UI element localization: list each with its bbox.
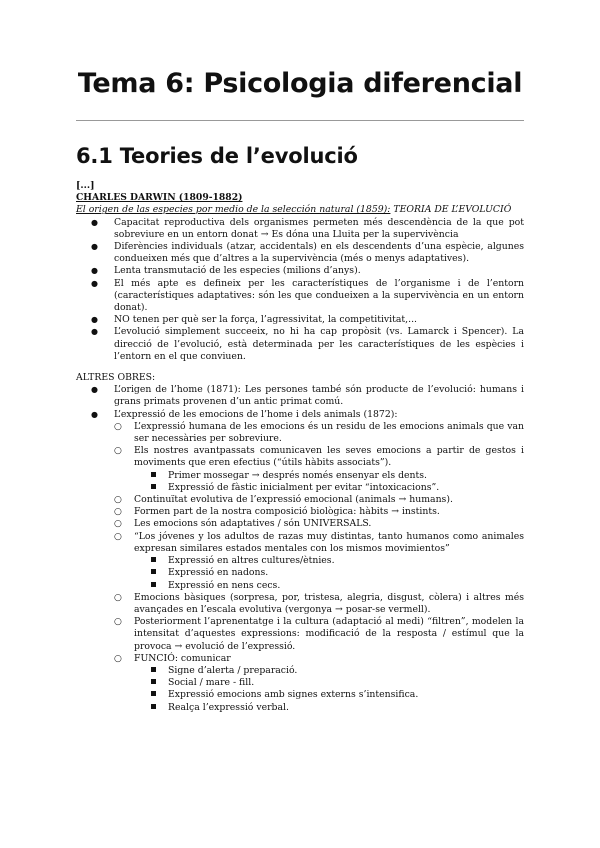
emotions-sublist bbox=[114, 421, 524, 714]
circle-bullet-icon: ○ bbox=[114, 495, 122, 506]
darwin-heading: CHARLES DARWIN (1809-1882) bbox=[76, 192, 243, 204]
circle-bullet-icon: ○ bbox=[114, 592, 122, 603]
section-heading: 6.1 Teories de l’evolució bbox=[76, 144, 358, 168]
spacer bbox=[76, 363, 524, 372]
list-item: Realça l’expressió verbal. bbox=[76, 702, 524, 714]
altres-list bbox=[76, 384, 524, 713]
bullet-icon: ● bbox=[91, 327, 98, 337]
square-bullet-icon bbox=[151, 569, 156, 574]
circle-bullet-icon: ○ bbox=[114, 653, 122, 664]
square-bullet-icon bbox=[151, 582, 156, 587]
document-body bbox=[76, 180, 524, 714]
universality-sublist bbox=[134, 555, 524, 592]
list-item: Expressió en altres cultures/ètnies. bbox=[76, 555, 524, 567]
altres-heading: ALTRES OBRES: bbox=[76, 372, 156, 384]
list-item: ● El més apte es defineix per les característiques de l’organisme i de l’entorn (característiques adaptatives: són les que condueixen a la supervivència en un entorn donat). bbox=[91, 277, 524, 314]
list-item: Expressió en nens cecs. bbox=[76, 580, 524, 592]
list-item: ○ “Los jóvenes y los adultos de razas muy distintas, tanto humanos como animales expresan similares estados mentales con los mismos movimientos” Expressió en altres cultures/ètnies. Expressió en nadons. Expressió en nens cecs. bbox=[76, 531, 524, 592]
origin-line bbox=[76, 204, 524, 216]
list-item: Social / mare - fill. bbox=[76, 677, 524, 689]
list-item: ● L’origen de l’home (1871): Les persones també són producte de l’evolució: humans i grans primats provenen d’un antic primat comú. bbox=[91, 384, 524, 408]
bullet-icon: ● bbox=[91, 409, 98, 419]
circle-bullet-icon: ○ bbox=[114, 421, 122, 432]
list-item: Expressió en nadons. bbox=[76, 567, 524, 579]
list-item: ○ Posteriorment l’aprenentatge i la cultura (adaptació al medi) “filtren”, modelen la intensitat d’aquestes expressions: modificació de la resposta / estímul que la provoca → evolució de l’expressió. bbox=[114, 616, 524, 652]
square-bullet-icon bbox=[151, 704, 156, 709]
darwin-points-list bbox=[76, 217, 524, 363]
bullet-icon: ● bbox=[91, 217, 98, 227]
square-bullet-icon bbox=[151, 691, 156, 696]
square-bullet-icon bbox=[151, 484, 156, 489]
title-divider bbox=[76, 120, 524, 121]
list-item: ● L’evolució simplement succeeix, no hi ha cap propòsit (vs. Lamarck i Spencer). La direcció de l’evolució, està determinada per les característiques de les espècies i l’entorn en el que conviuen. bbox=[91, 326, 524, 362]
list-item: Primer mossegar → després només ensenyar els dents. bbox=[76, 470, 524, 482]
square-bullet-icon bbox=[151, 667, 156, 672]
list-item: ○ Emocions bàsiques (sorpresa, por, tristesa, alegria, disgust, còlera) i altres més avançades en l’escala evolutiva (vergonya → posar-se vermell). bbox=[114, 591, 524, 615]
list-item: Signe d’alerta / preparació. bbox=[76, 665, 524, 677]
circle-bullet-icon: ○ bbox=[114, 507, 122, 518]
list-item: ○ Les emocions són adaptatives / són UNIVERSALS. bbox=[114, 518, 372, 530]
list-item: ○ L’expressió humana de les emocions és un residu de les emocions animals que van ser necessàries per sobreviure. bbox=[114, 420, 524, 445]
list-item: ○ Continuïtat evolutiva de l’expressió emocional (animals → humans). bbox=[114, 494, 453, 506]
gestures-sublist bbox=[134, 470, 524, 494]
list-item: ● Diferències individuals (atzar, accidentals) en els descendents d’una espècie, algunes condueixen més que d’altres a la supervivència (més o menys adaptatives). bbox=[91, 241, 524, 265]
origin-label: TEORIA DE L’EVOLUCIÓ bbox=[393, 204, 512, 216]
page-title: Tema 6: Psicologia diferencial bbox=[77, 68, 523, 99]
circle-bullet-icon: ○ bbox=[114, 519, 122, 530]
function-sublist bbox=[134, 665, 524, 714]
list-item: Expressió emocions amb signes externs s’intensifica. bbox=[76, 689, 524, 701]
list-item: ● Capacitat reproductiva dels organismes permeten més descendència de la que pot sobreviure en un entorn donat → Es dóna una Lluita per la supervivència bbox=[91, 216, 524, 240]
list-item: ● L’expressió de les emocions de l’home i dels animals (1872): ○ L’expressió humana de les emocions és un residu de les emocions animals que van ser necessàries per sobreviure. ○ Els nostres avantpassats comunicaven les seves emocions a partir de gestos i moviments que eren efectius (“útils hàbits associats”). Primer mossegar → després només ensenyar els dents. Expressió de fàstic inicialment per evitar “intoxicacions”. ○ Continuïtat evolutiva de l’expressió emocional (animals → humans). ○ Formen part de la nostra composició biològica: hàbits → instints. ○ Les emocions són adaptatives / són UNIVERSALS. ○ “Los jóvenes y los adultos de razas muy distintas, tanto humanos como animales expresan similares estados mentales con los mismos movimientos” Expressió en altres cultures/ètnies. Expressió en nadons. Expressió en nens cecs. ○ Emocions bàsiques (sorpresa, por, tristesa, alegria, disgust, còlera) i altres més avançades en l’escala evolutiva (vergonya → posar-se vermell). ○ Posteriorment l’aprenentatge i la cultura (adaptació al medi) “filtren”, modelen la intensitat d’aquestes expressions: modificació de la resposta / estímul que la provoca → evolució de l’expressió. ○ FUNCIÓ: comunicar Signe d’alerta / preparació. Social / mare - fill. Expressió emocions amb signes externs s’intensifica. Realça l’expressió verbal. bbox=[76, 409, 524, 714]
bullet-icon: ● bbox=[91, 242, 98, 252]
bullet-icon: ● bbox=[91, 385, 98, 395]
square-bullet-icon bbox=[151, 679, 156, 684]
list-item: ● NO tenen per què ser la força, l’agressivitat, la competitivitat,... bbox=[91, 314, 417, 326]
list-item: ● Lenta transmutació de les especies (milions d’anys). bbox=[91, 265, 361, 277]
bullet-icon: ● bbox=[91, 278, 98, 288]
list-item: ○ FUNCIÓ: comunicar Signe d’alerta / preparació. Social / mare - fill. Expressió emocions amb signes externs s’intensifica. Realça l’expressió verbal. bbox=[76, 653, 524, 714]
circle-bullet-icon: ○ bbox=[114, 617, 122, 628]
list-item: ○ Formen part de la nostra composició biològica: hàbits → instints. bbox=[114, 506, 440, 518]
ellipsis-marker: [...] bbox=[76, 180, 95, 191]
bullet-icon: ● bbox=[91, 315, 98, 325]
square-bullet-icon bbox=[151, 557, 156, 562]
list-item: ○ Els nostres avantpassats comunicaven les seves emocions a partir de gestos i moviments que eren efectius (“útils hàbits associats”). Primer mossegar → després només ensenyar els dents. Expressió de fàstic inicialment per evitar “intoxicacions”. bbox=[76, 445, 524, 494]
circle-bullet-icon: ○ bbox=[114, 531, 122, 542]
origin-title: El origen de las especies por medio de la selección natural (1859): bbox=[76, 204, 391, 216]
circle-bullet-icon: ○ bbox=[114, 446, 122, 457]
square-bullet-icon bbox=[151, 472, 156, 477]
bullet-icon: ● bbox=[91, 266, 98, 276]
list-item: Expressió de fàstic inicialment per evitar “intoxicacions”. bbox=[76, 482, 524, 494]
